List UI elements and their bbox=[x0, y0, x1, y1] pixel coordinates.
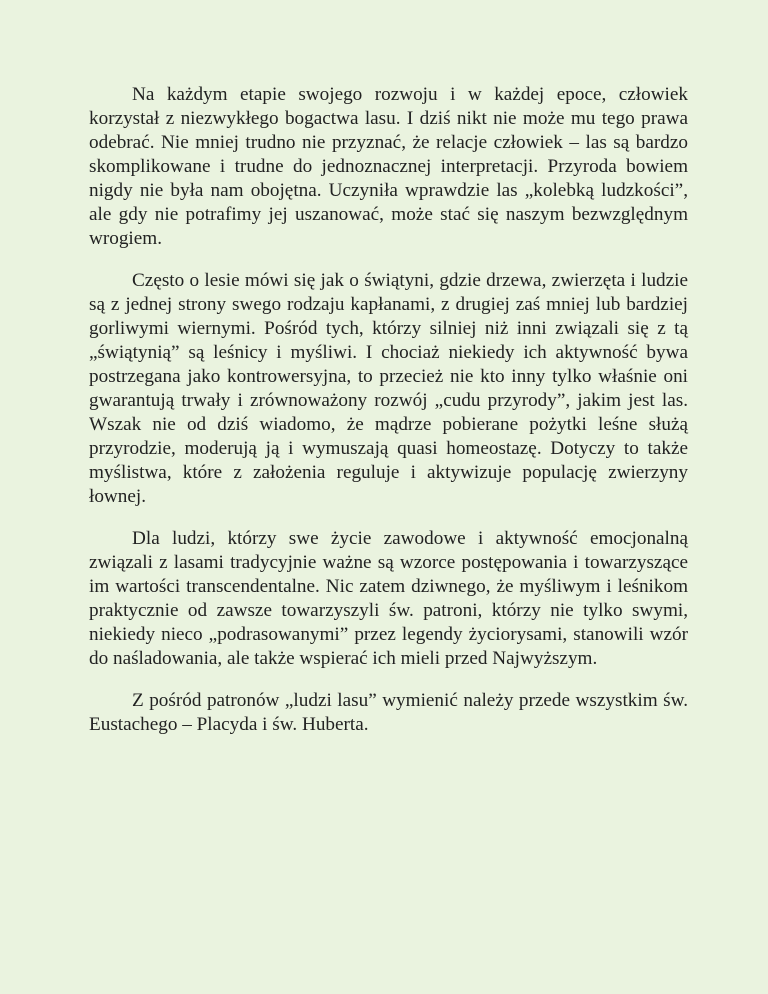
paragraph-4: Z pośród patronów „ludzi lasu” wymienić należy przede wszystkim św. Eustachego – Placyda i św. Huberta. bbox=[89, 690, 688, 735]
paragraph-1: Na każdym etapie swojego rozwoju i w każdej epoce, człowiek korzystał z niezwykłego bogactwa lasu. I dziś nikt nie może mu tego prawa odebrać. Nie mniej trudno nie przyznać, że relacje człowiek – las są bardzo skomplikowane i trudne do jednoznacznej interpretacji. Przyroda bowiem nigdy nie była nam obojętna. Uczyniła wprawdzie las „kolebką ludzkości”, ale gdy nie potrafimy jej uszanować, może stać się naszym bezwzględnym wrogiem. bbox=[89, 84, 688, 249]
paragraph-3: Dla ludzi, którzy swe życie zawodowe i aktywność emocjonalną związali z lasami tradycyjnie ważne są wzorce postępowania i towarzyszące im wartości transcendentalne. Nic zatem dziwnego, że myśliwym i leśnikom praktycznie od zawsze towarzyszyli św. patroni, którzy nie tylko swymi, niekiedy nieco „podrasowanymi” przez legendy życiorysami, stanowili wzór do naśladowania, ale także wspierać ich mieli przed Najwyższym. bbox=[89, 528, 688, 669]
document-body bbox=[89, 83, 688, 737]
paragraph-2: Często o lesie mówi się jak o świątyni, gdzie drzewa, zwierzęta i ludzie są z jednej strony swego rodzaju kapłanami, z drugiej zaś mniej lub bardziej gorliwymi wiernymi. Pośród tych, którzy silniej niż inni związali się z tą „świątynią” są leśnicy i myśliwi. I chociaż niekiedy ich aktywność bywa postrzegana jako kontrowersyjna, to przecież nie kto inny tylko właśnie oni gwarantują trwały i zrównoważony rozwój „cudu przyrody”, jakim jest las. Wszak nie od dziś wiadomo, że mądrze pobierane pożytki leśne służą przyrodzie, moderują ją i wymuszają quasi homeostazę. Dotyczy to także myślistwa, które z założenia reguluje i aktywizuje populację zwierzyny łownej. bbox=[89, 270, 688, 507]
